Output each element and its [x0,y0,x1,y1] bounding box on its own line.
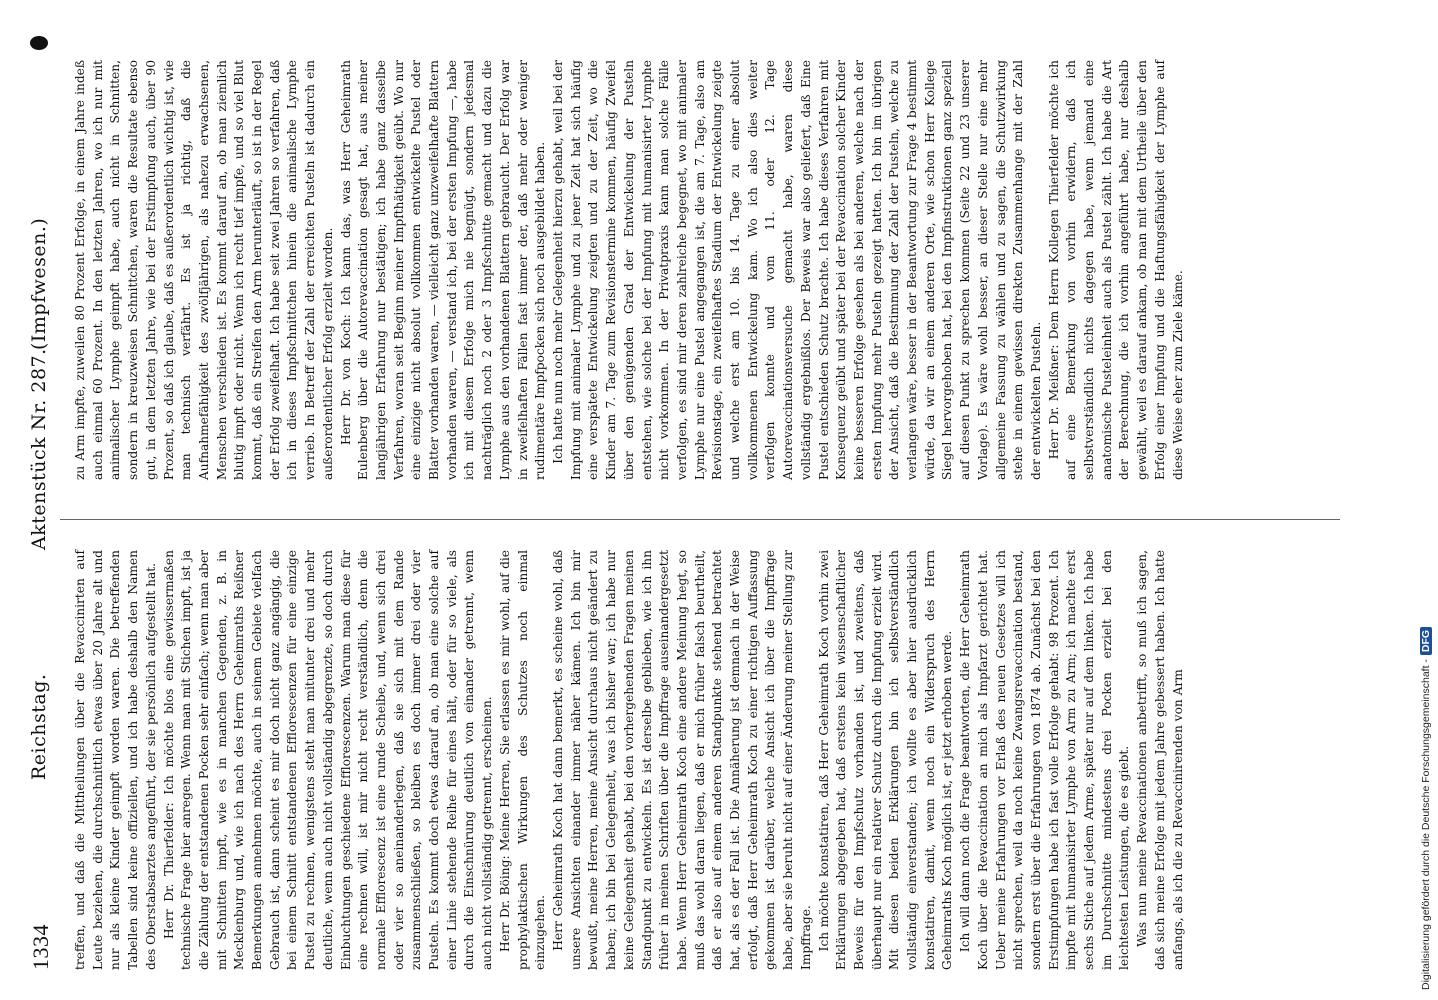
page-header [28,60,56,970]
text-column-left: treffen, und daß die Mittheilungen über die Revaccinirten auf Leute beziehen, die durchschnittlich etwas über 20 Jahre alt und nur als kleine Kinder geimpft worden waren. Die betreffenden Tabellen sind keine offiziellen, und ich habe deshalb den Namen des Oberstabsarztes angeführt, der sie persönlich aufgestellt hat. Herr Dr. Thierfelder: Ich möchte blos eine gewissermaßen technische Frage hier anregen. Wenn man mit Stichen impft, ist ja die Zählung der entstandenen Pocken sehr einfach; wenn man aber mit Schnitten impft, wie es in manchen Gegenden, z. B. in Mecklenburg und, wie ich nach des Herrn Geheimraths Reißner Bemerkungen annehmen möchte, auch in seinem Gebiete vielfach Gebrauch ist, dann scheint es mir doch nicht ganz angängig, die bei einem Schnitt entstandenen Efflorescenzen für eine einzige Pustel zu rechnen, wenigstens steht man mitunter drei und mehr deutliche, wenn auch nicht vollständig abgegrenzte, so doch durch Einbuchtungen geschiedene Efflorescenzen. Warum man diese für eine rechnen will, ist mir nicht recht verständlich, denn die normale Efflorescenz ist eine runde Scheibe, und, wenn sich drei oder vier so aneinanderlegen, daß sie sich mit dem Rande zusammenschließen, so bleiben es doch immer drei oder vier Pusteln. Es kommt doch etwas darauf an, ob man eine solche auf einer Linie stehende Reihe für eines hält, oder für so viele, als durch die Einschnürung deutlich von einander getrennt, wenn auch nicht vollständig getrennt, erscheinen. Herr Dr. Böing: Meine Herren, Sie erlassen es mir wohl, auf die prophylaktischen Wirkungen des Schutzes noch einmal einzugehen. Herr Geheimrath Koch hat dann bemerkt, es scheine wohl, daß unsere Ansichten einander immer näher kämen. Ich bin mir bewußt, meine Herren, meine Ansicht durchaus nicht geändert zu haben; ich bin bei Gelegenheit, was ich bisher war; ich habe nur keine Gelegenheit gehabt, bei den vorhergehenden Fragen meinen Standpunkt zu entwickeln. Es ist derselbe geblieben, wie ich ihn früher in meinen Schriften über die Impffrage auseinandergesetzt habe. Wenn Herr Geheimrath Koch eine andere Meinung hegt, so muß das wohl daran liegen, daß er mich früher falsch beurtheilt, daß er also auf einem anderen Standpunkte stehend betrachtet hat, als es der Fall ist. Die Annäherung ist demnach in der Weise erfolgt, daß Herr Geheimrath Koch zu einer richtigen Auffassung gekommen ist darüber, welche Ansicht ich über die Impffrage habe, aber sie beruht nicht auf einer Änderung meiner Stellung zur Impffrage. Ich möchte konstatiren, daß Herr Geheimrath Koch vorhin zwei Erklärungen abgegeben hat, daß erstens kein wissenschaftlicher Beweis für den Impfschutz vorhanden ist, und zweitens, daß überhaupt nur ein relativer Schutz durch die Impfung erzielt wird. Mit diesen beiden Erklärungen bin ich selbstverständlich vollständig einverstanden; ich wollte es aber hier ausdrücklich konstatiren, damit, wenn noch ein Widerspruch des Herrn Geheimraths Koch möglich ist, er jetzt erhoben werde. Ich will dann noch die Frage beantworten, die Herr Geheimrath Koch über die Revaccination an mich als Impfarzt gerichtet hat. Ueber meine Erfahrungen vor Erlaß des neuen Gesetzes will ich nicht sprechen, weil da noch keine Zwangsrevaccination bestand, sondern erst über die Erfahrungen von 1874 ab. Zunächst bei den Erstimpfungen habe ich fast volle Erfolge gehabt: 98 Prozent. Ich impfte mit humanisirter Lymphe von Arm zu Arm; ich machte erst sechs Stiche auf jedem Arme, später nur auf dem linken. Ich habe im Durchschnitte mindestens drei Pocken erzielt bei den leichtesten Leistungen, die es giebt. Was nun meine Revaccinationen anbetrifft, so muß ich sagen, daß sich meine Erfolge mit jedem Jahre gebessert haben. Ich hatte anfangs, als ich die zu Revaccinirenden von Arm [73,549,1185,970]
text-column-right: zu Arm impfte, zuweilen 80 Prozent Erfolge, in einem Jahre indeß auch einmal 60 Prozent. In den letzten Jahren, wo ich nur mit animalischer Lymphe geimpft habe, auch nicht in Schnitten, sondern in kreuzweisen Schnittchen, waren die Resultate ebenso gut, in dem letzten Jahre, wie bei der Erstimpfung auch, über 90 Prozent, so daß ich glaube, daß es außerordentlich wichtig ist, wie man technisch verfährt. Es ist ja richtig, daß die Aufnahmefähigkeit des zwölfjährigen, als nahezu erwachsenen, Menschen verschieden ist. Es kommt darauf an, ob man ziemlich blutig impft oder nicht. Wenn ich recht tief impfe, und so viel Blut kommt, daß ein Streifen den Arm herunterläuft, so ist in der Regel der Erfolg zweifelhaft. Ich habe seit zwei Jahren so verfahren, daß ich in dieses Impfschnittchen hinein die animalische Lymphe verrieb. In Betreff der Zahl der erreichten Pusteln ist dadurch ein außerordentlicher Erfolg erzielt worden. Herr Dr. von Koch: Ich kann das, was Herr Geheimrath Eulenberg über die Autorevaccination gesagt hat, aus meiner langjährigen Erfahrung nur bestätigen; ich habe ganz dasselbe Verfahren, woran seit Beginn meiner Impfthätigkeit geübt. Wo nur eine einzige nicht absolut vollkommen entwickelte Pustel oder Blatter vorhanden waren, — vielleicht ganz unzweifelhafte Blattern vorhanden waren, — verstand ich, bei der ersten Impfung —, habe ich mit diesem Erfolge mich nie begnügt, sondern jedesmal nachträglich noch 2 oder 3 Impfschnitte gemacht und dazu die Lymphe aus den vorhandenen Blattern gebraucht. Der Erfolg war in zweifelhaften Fällen fast immer der, daß mehr oder weniger rudimentäre Impfpocken sich noch ausgebildet haben. Ich hatte nun noch mehr Gelegenheit hierzu gehabt, weil bei der Impfung mit animaler Lymphe und zu jener Zeit hat sich häufig eine verspätete Entwickelung zeigten und zu der Zeit, wo die Kinder am 7. Tage zum Revisionstermine kommen, häufig Zweifel über den genügenden Grad der Entwickelung der Pusteln entstehen, wie solche bei der Impfung mit humanisirter Lymphe nicht vorkommen. In der Privatpraxis kann man solche Fälle verfolgen, es sind mir deren zahlreiche begegnet, wo mit animaler Lymphe nur eine Pustel angegangen ist, die am 7. Tage, also am Revisionstage, ein zweifelhaftes Stadium der Entwickelung zeigte und welche erst am 10. bis 14. Tage zu einer absolut vollkommenen Entwickelung kam. Wo ich also dies weiter verfolgen konnte und vom 11. oder 12. Tage Autorevaccinationsversuche gemacht habe, waren diese vollständig ergebnißlos. Der Beweis war also geliefert, daß Eine Pustel entschieden Schutz brachte. Ich habe dieses Verfahren mit Konsequenz geübt und später bei der Revaccination solcher Kinder keine besseren Erfolge gesehen als bei anderen, welche nach der ersten Impfung mehr Pusteln gezeigt hatten. Ich bin im übrigen der Ansicht, daß die Bestimmung der Zahl der Pusteln, welche zu verlangen wäre, besser in der Beantwortung zur Frage 4 bestimmt würde, da wir an einem anderen Orte, wie schon Herr Kollege Siegel hervorgehoben hat, bei den Impfinstruktionen ganz speziell auf diesen Punkt zu sprechen kommen (Seite 22 und 23 unserer Vorlage). Es wäre wohl besser, an dieser Stelle nur eine mehr allgemeine Fassung zu wählen und zu sagen, die Schutzwirkung stehe in einem gewissen direkten Zusammenhange mit der Zahl der entwickelten Pusteln. Herr Dr. Meißner: Dem Herrn Kollegen Thierfelder möchte ich auf eine Bemerkung von vorhin erwidern, daß ich selbstverständlich nichts dagegen habe, wenn jemand eine anatomische Pusteleinheit auch als Pustel zählt. Ich habe die Art der Berechnung, die ich vorhin angeführt habe, nur deshalb gewählt, weil es darauf ankam, ob man mit dem Urtheile über den Erfolg einer Impfung und die Haftungsfähigkeit der Lymphe auf diese Weise eher zum Ziele käme. [73,60,1185,480]
dfg-logo: DFG [1420,627,1432,655]
digitization-credit [1402,10,1432,990]
credit-text: Digitalisierung gefördert durch die Deutsche Forschungsgemeinschaft - [1420,659,1432,990]
header-right: (Impfwesen.) [28,217,50,350]
page-number: 1334 [28,924,53,970]
header-center: Aktenstück Nr. 287. [28,348,50,550]
credit-line [1420,10,1438,990]
header-left: Reichstag. [28,673,50,780]
ink-blot [30,36,48,50]
column-divider [60,519,1340,520]
